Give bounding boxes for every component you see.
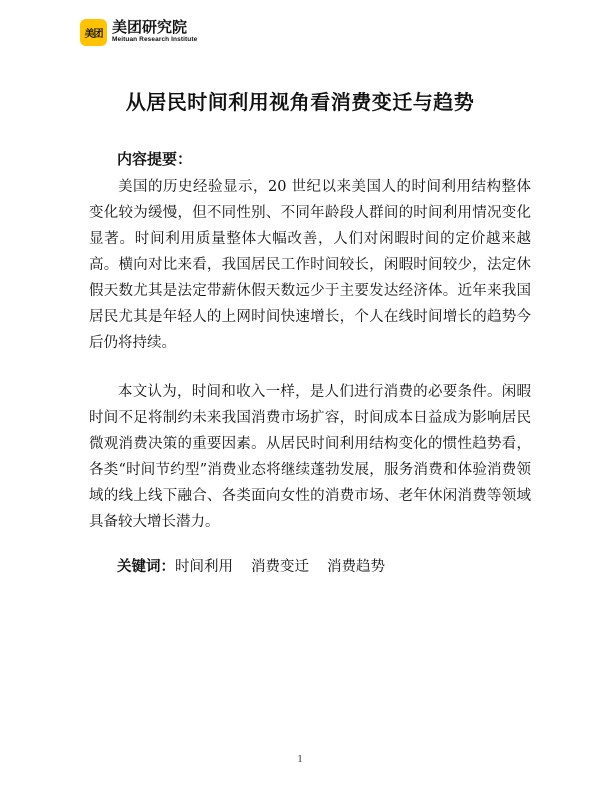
abstract-paragraph-1: 美国的历史经验显示，20 世纪以来美国人的时间利用结构整体变化较为缓慢，但不同性别、不同年龄段人群间的时间利用情况变化显著。时间利用质量整体大幅改善，人们对闲暇时间的定价越来越高。横向对比来看，我国居民工作时间较长，闲暇时间较少，法定休假天数尤其是法定带薪休假天数远少于主要发达经济体。近年来我国居民尤其是年轻人的上网时间快速增长，个人在线时间增长的趋势今后仍将持续。 [89, 179, 531, 351]
keyword-item: 时间利用 [175, 559, 233, 575]
meituan-logo-icon: 美团 [80, 19, 107, 46]
org-name: 美团研究院 [112, 18, 188, 37]
header-logo [80, 18, 197, 46]
org-name-en: Meituan Research Institute [112, 36, 198, 44]
keyword-item: 消费趋势 [327, 559, 385, 575]
keywords-label: 关键词： [117, 559, 175, 575]
keywords-line [117, 555, 403, 576]
page-number: 1 [297, 753, 303, 765]
abstract-paragraph-2: 本文认为，时间和收入一样，是人们进行消费的必要条件。闲暇时间不足将制约未来我国消费市场扩容，时间成本日益成为影响居民微观消费决策的重要因素。从居民时间利用结构变化的惯性趋势看，各类“时间节约型”消费业态将继续蓬勃发展，服务消费和体验消费领域的线上线下融合、各类面向女性的消费市场、老年休闲消费等领域具备较大增长潜力。 [89, 384, 531, 530]
page-title: 从居民时间利用视角看消费变迁与趋势 [125, 90, 475, 114]
keyword-item: 消费变迁 [251, 559, 309, 575]
abstract-heading: 内容提要： [117, 150, 193, 168]
logo-text [112, 20, 197, 44]
